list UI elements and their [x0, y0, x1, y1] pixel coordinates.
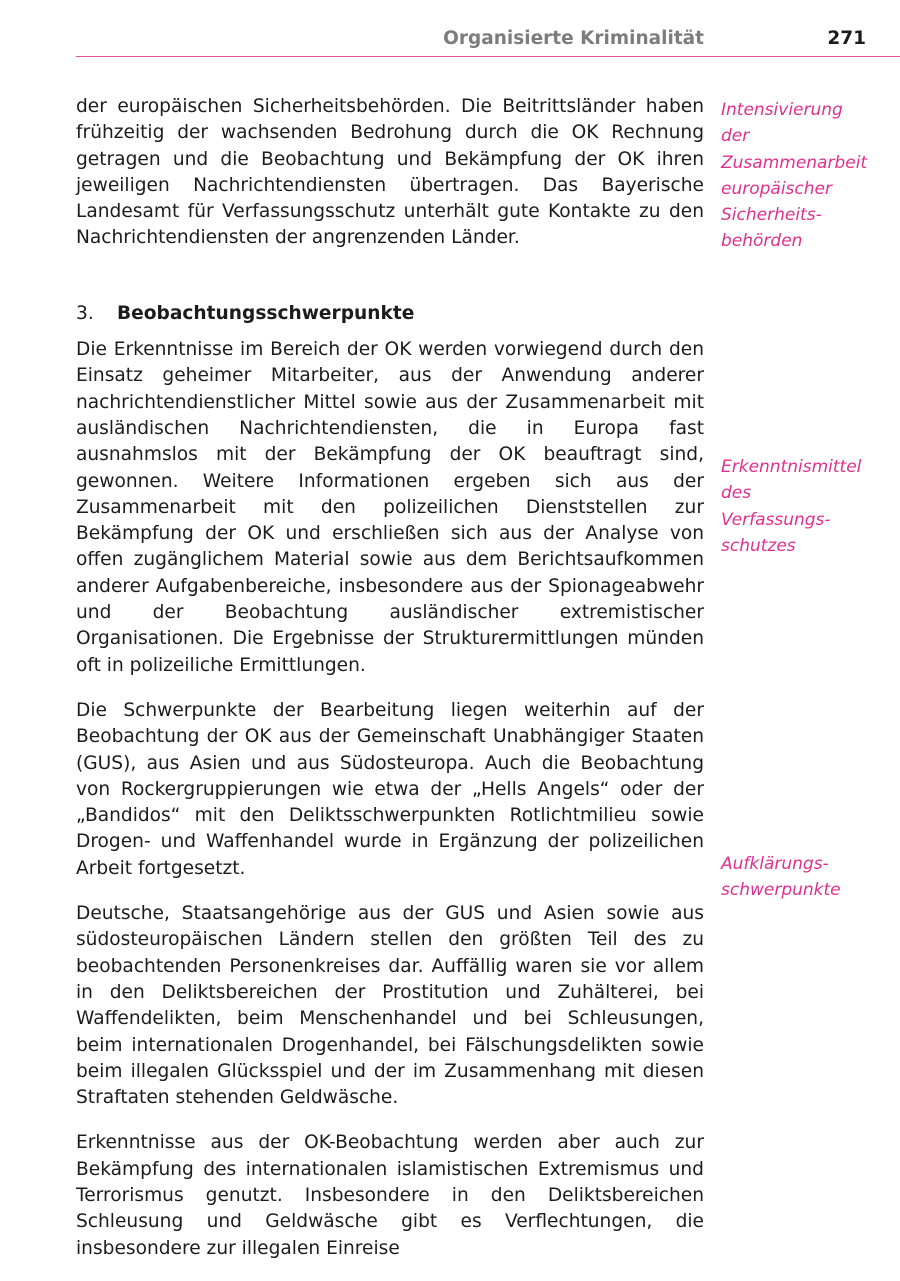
paragraph: Deutsche, Staatsangehörige aus der GUS und Asien sowie aus südosteuropäischen Ländern stellen den größten Teil des zu beobachtenden Personenkreises dar. Auffällig waren sie vor allem in den Deliktsbereichen der Prostitution und Zuhälterei, bei Waffendelikten, beim Menschenhandel und bei Schleusungen, beim internationalen Drogenhandel, bei Fälschungsdelikten sowie beim illegalen Glücksspiel und der im Zusammenhang mit diesen Straftaten stehenden Geldwäsche. [76, 903, 704, 1109]
paragraph: Die Schwerpunkte der Bearbeitung liegen weiterhin auf der Beobachtung der OK aus der Gemeinschaft Unabhängiger Staaten (GUS), aus Asien und aus Südosteuropa. Auch die Beobachtung von Rockergruppierungen wie etwa der „Hells Angels“ oder der „Bandidos“ mit den Deliktsschwerpunkten Rotlichtmilieu sowie Drogen- und Waffenhandel wurde in Ergänzung der polizeilichen Arbeit fortgesetzt. [76, 699, 704, 879]
paragraph: der europäischen Sicherheitsbehörden. Die Beitrittsländer haben frühzeitig der wachsenden Bedrohung durch die OK Rechnung getragen und die Beobachtung und Bekämpfung der OK ihren jeweiligen Nachrichtendiensten übertragen. Das Bayerische Landesamt für Verfassungsschutz unterhält gute Kontakte zu den Nachrichtendiensten der angrenzenden Länder. [76, 96, 704, 249]
section-number: 3. [76, 302, 94, 324]
paragraph: Erkenntnisse aus der OK-Beobachtung werden aber auch zur Bekämpfung des internationalen islamistischen Extremismus und Terrorismus genutzt. Insbesondere in den Deliktsbereichen Schleusung und Geldwäsche gibt es Verflechtungen, die insbesondere zur illegalen Einreise [76, 1132, 704, 1259]
chapter-title: Organisierte Kriminalität [443, 28, 704, 49]
margin-note-cooperation: Intensivierung der Zusammenarbeit europäischer Sicherheitsbehörden [721, 100, 868, 252]
running-header [76, 0, 900, 57]
page-number: 271 [827, 28, 866, 49]
margin-note-focus-areas: Aufklärungsschwerpunkte [721, 854, 841, 901]
section-heading [76, 301, 704, 327]
main-text-column [76, 94, 704, 1281]
margin-note-intelligence-means: Erkenntnismittel des Verfassungsschutzes [721, 457, 862, 556]
paragraph: Die Erkenntnisse im Bereich der OK werden vorwiegend durch den Einsatz geheimer Mitarbeiter, aus der Anwendung anderer nachrichtendienstlicher Mittel sowie aus der Zusammenarbeit mit ausländischen Nachrichtendiensten, die in Europa fast ausnahmslos mit der Bekämpfung der OK beauftragt sind, gewonnen. Weitere Informationen ergeben sich aus der Zusammenarbeit mit den polizeilichen Dienststellen zur Bekämpfung der OK und erschließen sich aus der Analyse von offen zugänglichem Material sowie aus dem Berichtsaufkommen anderer Aufgabenbereiche, insbesondere aus der Spionageabwehr und der Beobachtung ausländischer extremistischer Organisationen. Die Ergebnisse der Strukturermittlungen münden oft in polizeiliche Ermittlungen. [76, 339, 704, 676]
section-title: Beobachtungsschwerpunkte [117, 302, 415, 324]
